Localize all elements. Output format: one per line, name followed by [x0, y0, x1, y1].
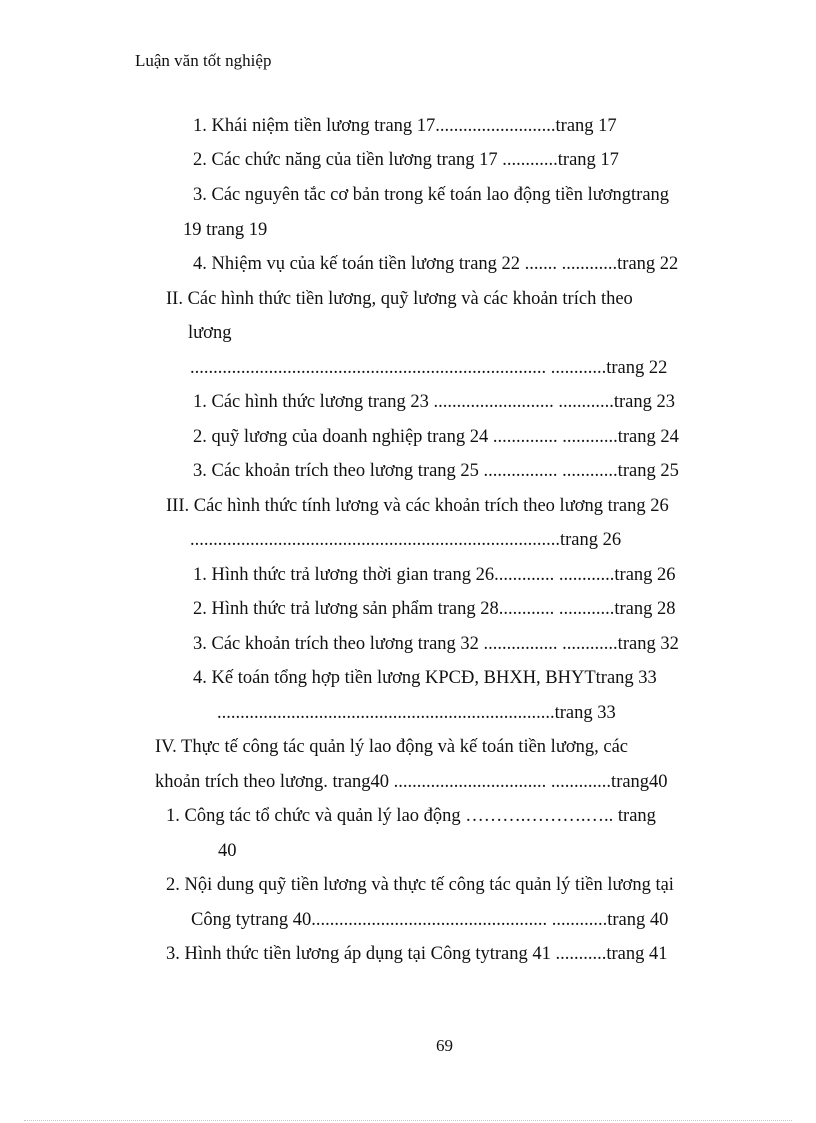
- toc-line: ............................................................................. ............trang 22: [190, 358, 668, 378]
- toc-line: 3. Các khoản trích theo lương trang 32 ................ ............trang 32: [193, 634, 679, 654]
- toc-line: 4. Nhiệm vụ của kế toán tiền lương trang 22 ....... ............trang 22: [193, 254, 679, 274]
- running-header: Luận văn tốt nghiệp: [135, 51, 272, 70]
- bottom-divider: [24, 1120, 792, 1121]
- toc-line: 4. Kế toán tổng hợp tiền lương KPCĐ, BHXH, BHYTtrang 33: [193, 668, 657, 688]
- toc-line: II. Các hình thức tiền lương, quỹ lương và các khoản trích theo: [166, 289, 633, 309]
- toc-line: 2. Các chức năng của tiền lương trang 17 ............trang 17: [193, 150, 619, 170]
- toc-line: khoản trích theo lương. trang40 ................................. .............trang40: [155, 772, 668, 792]
- toc-line: 40: [218, 841, 237, 861]
- toc-line: .........................................................................trang 33: [217, 703, 616, 723]
- toc-line: 1. Các hình thức lương trang 23 .......................... ............trang 23: [193, 392, 676, 412]
- toc-line: 1. Khái niệm tiền lương trang 17..........................trang 17: [193, 116, 617, 136]
- toc-line: 3. Các khoản trích theo lương trang 25 ................ ............trang 25: [193, 461, 679, 481]
- toc-line: 2. quỹ lương của doanh nghiệp trang 24 .............. ............trang 24: [193, 427, 679, 447]
- toc-line: 3. Các nguyên tắc cơ bản trong kế toán lao động tiền lươngtrang: [193, 185, 670, 205]
- toc-line: IV. Thực tế công tác quản lý lao động và kế toán tiền lương, các: [155, 737, 629, 757]
- toc-line: lương: [188, 323, 232, 343]
- toc-line: 1. Công tác tổ chức và quản lý lao động ……….……….….. trang: [166, 806, 656, 826]
- toc-line: 3. Hình thức tiền lương áp dụng tại Công tytrang 41 ...........trang 41: [166, 944, 668, 964]
- toc-line: Công tytrang 40................................................... ............trang 40: [191, 910, 669, 930]
- toc-line: ................................................................................trang 26: [190, 530, 622, 550]
- toc-line: 2. Nội dung quỹ tiền lương và thực tế công tác quản lý tiền lương tại: [166, 875, 674, 895]
- toc-line: 19 trang 19: [183, 220, 268, 240]
- toc-line: 2. Hình thức trả lương sản phẩm trang 28............ ............trang 28: [193, 599, 676, 619]
- toc-line: III. Các hình thức tính lương và các khoản trích theo lương trang 26: [166, 496, 669, 516]
- page-number: 69: [436, 1036, 453, 1055]
- toc-line: 1. Hình thức trả lương thời gian trang 26............. ............trang 26: [193, 565, 676, 585]
